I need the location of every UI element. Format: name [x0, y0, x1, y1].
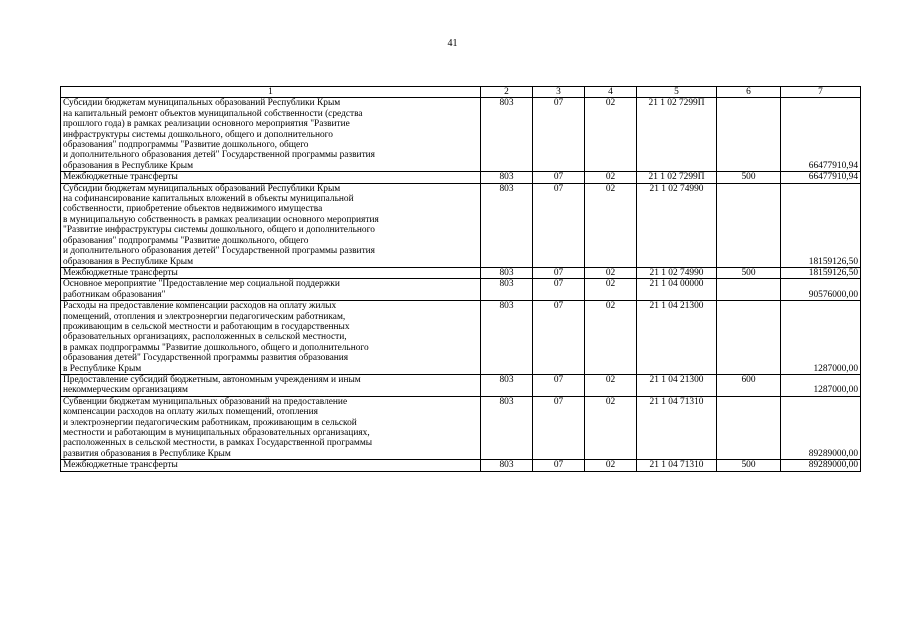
code-section-cell: 07 [533, 460, 585, 471]
amount-cell: 90576000,00 [781, 279, 861, 301]
code-section-cell: 07 [533, 267, 585, 278]
table-row [61, 172, 861, 183]
code-expense-type-cell: 500 [717, 267, 781, 278]
code-subsection-cell: 02 [585, 460, 637, 471]
code-subsection-cell: 02 [585, 172, 637, 183]
amount-cell: 1287000,00 [781, 301, 861, 375]
code-ministry-cell: 803 [481, 172, 533, 183]
code-target-cell: 21 1 02 74990 [637, 267, 717, 278]
code-expense-type-cell [717, 183, 781, 267]
code-subsection-cell: 02 [585, 183, 637, 267]
code-section-cell: 07 [533, 279, 585, 301]
table-row [61, 460, 861, 471]
amount-cell: 66477910,94 [781, 172, 861, 183]
code-expense-type-cell [717, 98, 781, 172]
code-ministry-cell: 803 [481, 301, 533, 375]
amount-cell: 18159126,50 [781, 183, 861, 267]
code-section-cell: 07 [533, 172, 585, 183]
item-name-cell: Межбюджетные трансферты [61, 460, 481, 471]
header-cell-7: 7 [781, 87, 861, 98]
table-row [61, 374, 861, 396]
header-cell-3: 3 [533, 87, 585, 98]
code-target-cell: 21 1 02 7299П [637, 172, 717, 183]
amount-cell: 1287000,00 [781, 374, 861, 396]
table-row [61, 279, 861, 301]
code-subsection-cell: 02 [585, 98, 637, 172]
header-cell-2: 2 [481, 87, 533, 98]
header-cell-5: 5 [637, 87, 717, 98]
code-ministry-cell: 803 [481, 183, 533, 267]
code-subsection-cell: 02 [585, 374, 637, 396]
code-subsection-cell: 02 [585, 267, 637, 278]
code-ministry-cell: 803 [481, 98, 533, 172]
page-number: 41 [447, 38, 458, 49]
table-row [61, 183, 861, 267]
table-row [61, 267, 861, 278]
code-section-cell: 07 [533, 98, 585, 172]
code-ministry-cell: 803 [481, 460, 533, 471]
item-name-cell: Субсидии бюджетам муниципальных образований Республики Крым на капитальный ремонт объектов муниципальной собственности (средства прошлого года) в рамках реализации основного мероприятия "Развитие инфраструктуры системы дошкольного, общего и дополнительного образования" подпрограммы "Развитие дошкольного, общего и дополнительного образования детей" Государственной программы развития образования в Республике Крым [61, 98, 481, 172]
code-subsection-cell: 02 [585, 396, 637, 459]
amount-cell: 89289000,00 [781, 396, 861, 459]
code-expense-type-cell: 600 [717, 374, 781, 396]
code-expense-type-cell [717, 301, 781, 375]
header-row [61, 87, 861, 98]
item-name-cell: Межбюджетные трансферты [61, 267, 481, 278]
code-subsection-cell: 02 [585, 301, 637, 375]
code-expense-type-cell [717, 396, 781, 459]
code-target-cell: 21 1 04 21300 [637, 301, 717, 375]
code-expense-type-cell [717, 279, 781, 301]
code-section-cell: 07 [533, 396, 585, 459]
budget-table [60, 86, 861, 472]
item-name-cell: Межбюджетные трансферты [61, 172, 481, 183]
code-section-cell: 07 [533, 374, 585, 396]
code-ministry-cell: 803 [481, 374, 533, 396]
table-row [61, 301, 861, 375]
code-expense-type-cell: 500 [717, 460, 781, 471]
code-section-cell: 07 [533, 301, 585, 375]
item-name-cell: Субвенции бюджетам муниципальных образований на предоставление компенсации расходов на оплату жилых помещений, отопления и электроэнергии педагогическим работникам, проживающим в сельской местности и работающим в муниципальных образовательных организациях, расположенных в сельской местности, в рамках Государственной программы развития образования в Республике Крым [61, 396, 481, 459]
table-row [61, 396, 861, 459]
code-target-cell: 21 1 02 7299П [637, 98, 717, 172]
code-ministry-cell: 803 [481, 396, 533, 459]
code-target-cell: 21 1 02 74990 [637, 183, 717, 267]
header-cell-4: 4 [585, 87, 637, 98]
amount-cell: 89289000,00 [781, 460, 861, 471]
amount-cell: 66477910,94 [781, 98, 861, 172]
code-section-cell: 07 [533, 183, 585, 267]
code-subsection-cell: 02 [585, 279, 637, 301]
item-name-cell: Субсидии бюджетам муниципальных образований Республики Крым на софинансирование капитальных вложений в объекты муниципальной собственности, приобретение объектов недвижимого имущества в муниципальную собственность в рамках реализации основного мероприятия "Развитие инфраструктуры системы дошкольного, общего и дополнительного образования" подпрограммы "Развитие дошкольного, общего и дополнительного образования детей" Государственной программы развития образования в Республике Крым [61, 183, 481, 267]
amount-cell: 18159126,50 [781, 267, 861, 278]
header-cell-1: 1 [61, 87, 481, 98]
item-name-cell: Предоставление субсидий бюджетным, автономным учреждениям и иным некоммерческим организациям [61, 374, 481, 396]
item-name-cell: Расходы на предоставление компенсации расходов на оплату жилых помещений, отопления и электроэнергии педагогическим работникам, проживающим в сельской местности и работающим в государственных образовательных организациях, расположенных в сельской местности, в рамках подпрограммы "Развитие дошкольного, общего и дополнительного образования детей" Государственной программы развития образования в Республике Крым [61, 301, 481, 375]
item-name-cell: Основное мероприятие "Предоставление мер социальной поддержки работникам образования" [61, 279, 481, 301]
table-row [61, 98, 861, 172]
code-target-cell: 21 1 04 71310 [637, 396, 717, 459]
code-expense-type-cell: 500 [717, 172, 781, 183]
header-cell-6: 6 [717, 87, 781, 98]
code-target-cell: 21 1 04 71310 [637, 460, 717, 471]
code-ministry-cell: 803 [481, 267, 533, 278]
code-ministry-cell: 803 [481, 279, 533, 301]
code-target-cell: 21 1 04 00000 [637, 279, 717, 301]
table-body [61, 87, 861, 472]
code-target-cell: 21 1 04 21300 [637, 374, 717, 396]
